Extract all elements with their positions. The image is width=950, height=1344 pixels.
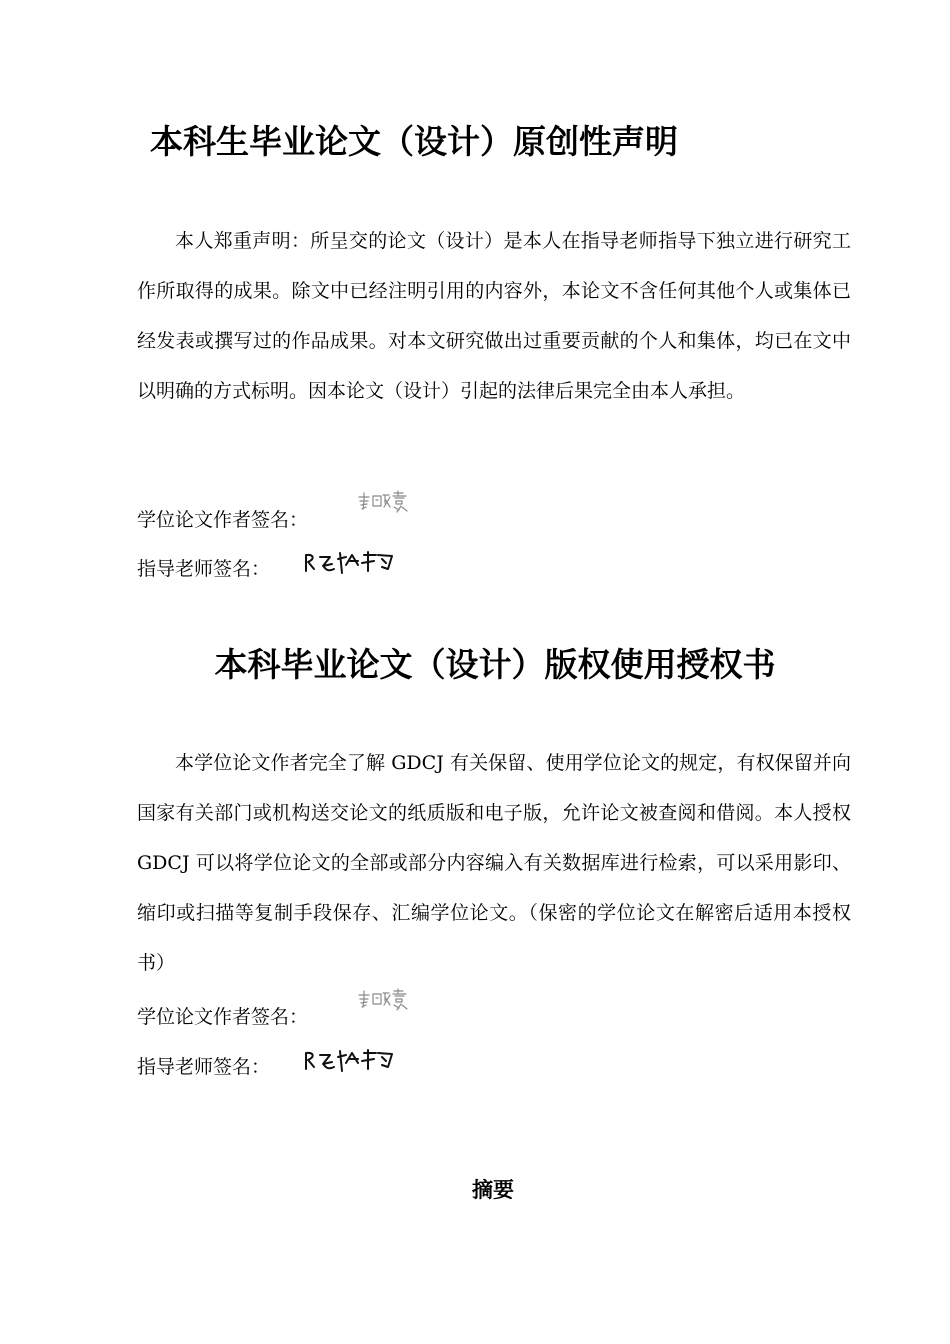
author-signature-line: [137, 505, 308, 535]
advisor-signature-label-2: 指导老师签名：: [137, 1056, 271, 1078]
advisor-signature-image: [302, 549, 402, 579]
advisor-signature-label: 指导老师签名：: [137, 558, 271, 580]
advisor-signature-line-2: [137, 1052, 270, 1082]
originality-statement-body: 本人郑重声明：所呈交的论文（设计）是本人在指导老师指导下独立进行研究工作所取得的成果。除文中已经注明引用的内容外，本论文不含任何其他个人或集体已经发表或撰写过的作品成果。对本文研究做出过重要贡献的个人和集体，均已在文中以明确的方式标明。因本论文（设计）引起的法律后果完全由本人承担。: [137, 230, 851, 402]
author-signature-label: 学位论文作者签名：: [137, 509, 309, 531]
advisor-signature-line: [137, 554, 270, 584]
copyright-authorization-body: 本学位论文作者完全了解 GDCJ 有关保留、使用学位论文的规定，有权保留并向国家有关部门或机构送交论文的纸质版和电子版，允许论文被查阅和借阅。本人授权 GDCJ 可以将学位论文的全部或部分内容编入有关数据库进行检索，可以采用影印、缩印或扫描等复制手段保存、汇编学位论文。（保密的学位论文在解密后适用本授权书）: [137, 752, 851, 974]
advisor-signature-image-2: [302, 1047, 402, 1077]
copyright-authorization-title: 本科毕业论文（设计）版权使用授权书: [214, 645, 776, 684]
author-signature-label-2: 学位论文作者签名：: [137, 1006, 309, 1028]
originality-statement-title: 本科生毕业论文（设计）原创性声明: [150, 122, 678, 161]
author-signature-image: [356, 489, 412, 515]
author-signature-line-2: [137, 1002, 308, 1032]
author-signature-image-2: [356, 987, 412, 1013]
abstract-heading: 摘要: [472, 1178, 514, 1202]
